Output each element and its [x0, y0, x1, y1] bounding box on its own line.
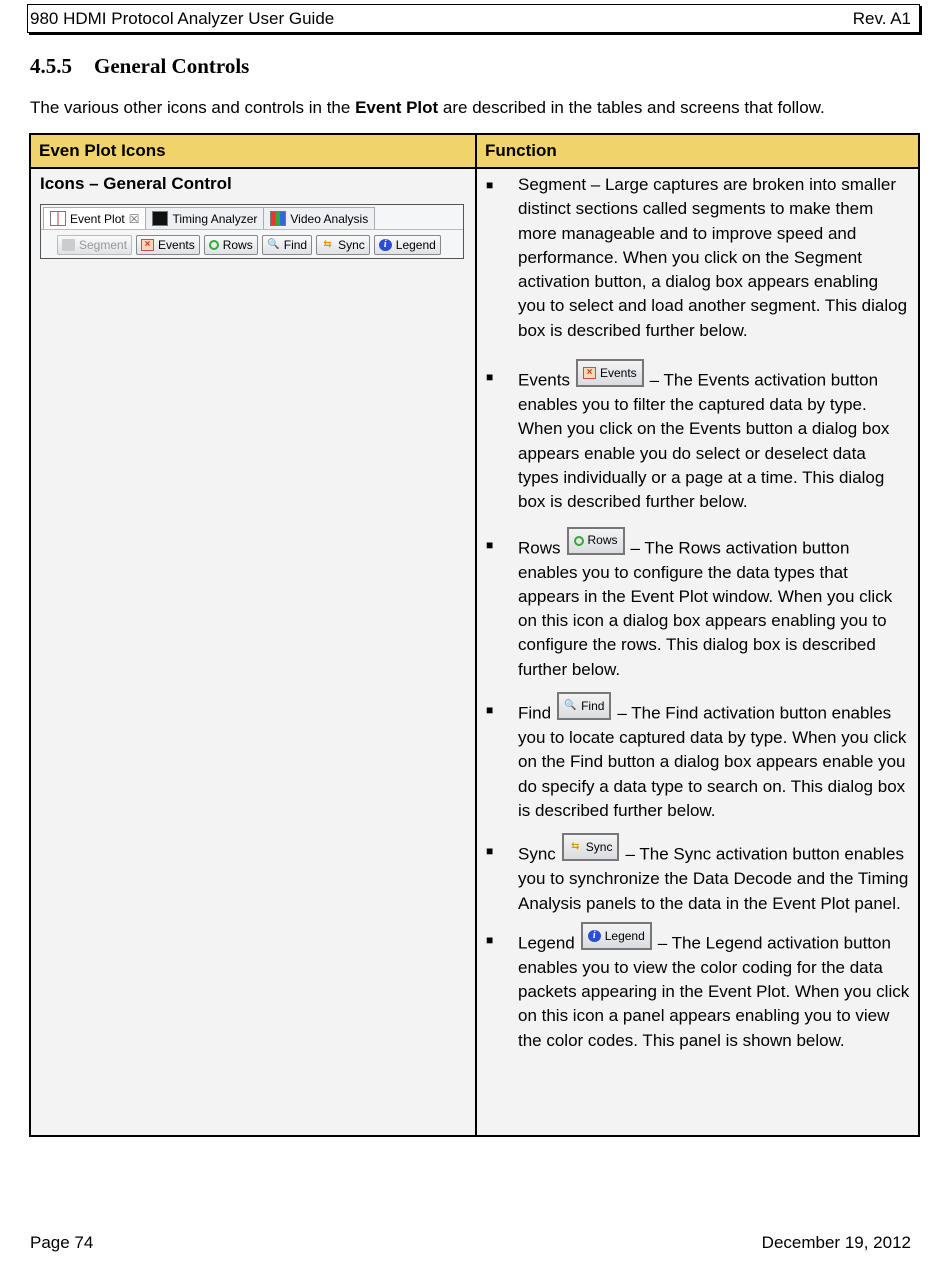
- list-item-find: [486, 698, 910, 823]
- button-label: Sync: [585, 840, 613, 855]
- list-item-segment: [486, 173, 910, 343]
- event-plot-icon: [50, 211, 66, 226]
- find-button[interactable]: [262, 235, 312, 255]
- bullet-icon: ■: [486, 932, 494, 947]
- legend-button-image: [581, 922, 652, 950]
- item-text: – The Sync activation button enables you to synchronize the Data Decode and the Timing Analysis panels to the data in the Event Plot panel.: [518, 844, 909, 913]
- sync-icon: ⇆: [571, 841, 580, 853]
- sync-button-image: [562, 833, 620, 861]
- item-name: Find: [518, 703, 552, 723]
- button-label: Events: [599, 365, 637, 380]
- rows-icon: [574, 536, 584, 546]
- info-icon: i: [588, 930, 601, 942]
- tab-label: Timing Analyzer: [172, 211, 258, 226]
- page-number: Page 74: [30, 1233, 94, 1252]
- document-title: 980 HDMI Protocol Analyzer User Guide: [30, 8, 335, 28]
- rows-icon: [209, 240, 219, 250]
- magnifier-icon: 🔍: [564, 700, 577, 712]
- item-name: Legend: [518, 933, 575, 953]
- document-date: December 19, 2012: [761, 1233, 911, 1252]
- magnifier-icon: 🔍: [267, 239, 280, 250]
- close-icon[interactable]: ☒: [128, 211, 140, 226]
- tab-timing-analyzer[interactable]: [145, 207, 264, 229]
- button-label: Sync: [338, 238, 365, 252]
- intro-paragraph: [30, 98, 825, 118]
- info-icon: i: [379, 239, 392, 251]
- item-text: Segment – Large captures are broken into smaller distinct sections called segments to make them more manageable and to improve speed and performance. When you click on the Segment activation button, a dialog box appears enabling you to select and load another segment. This dialog box is described further below.: [518, 175, 908, 340]
- events-button[interactable]: [136, 235, 200, 255]
- bullet-icon: ■: [486, 370, 494, 385]
- tab-video-analysis[interactable]: [263, 207, 375, 229]
- icons-cell-title: Icons – General Control: [40, 174, 232, 193]
- sync-icon: ⇆: [323, 239, 332, 250]
- button-label: Segment: [79, 238, 128, 252]
- item-name: Rows: [518, 538, 561, 558]
- button-label: Rows: [587, 533, 618, 548]
- tab-label: Video Analysis: [290, 211, 369, 226]
- item-name: Events: [518, 370, 570, 390]
- bullet-icon: ■: [486, 537, 494, 552]
- column-header-icons: Even Plot Icons: [30, 134, 476, 168]
- rows-button-image: [567, 527, 625, 555]
- section-number: 4.5.5: [30, 54, 72, 78]
- bullet-icon: ■: [486, 178, 494, 192]
- tab-strip: [41, 205, 463, 229]
- item-text: – The Legend activation button enables you to view the color coding for the data packets appearing in the Event Plot. When you click on this icon a panel appears enabling you to view the color codes. This panel is shown below.: [518, 933, 910, 1050]
- intro-bold-term: Event Plot: [355, 98, 439, 117]
- sync-button[interactable]: [316, 235, 370, 255]
- video-icon: [270, 211, 286, 226]
- item-text: – The Rows activation button enables you to configure the data types that appears in the Event Plot window. When you click on this icon a dialog box appears enabling you to configure the rows. This dialog box is described further below.: [518, 538, 893, 679]
- item-text: – The Events activation button enables you to filter the captured data by type. When you click on the Events button a dialog box appears enable you do select or deselect data types individually or a page at a time. This dialog box is described further below.: [518, 370, 890, 512]
- tab-label: Event Plot: [70, 211, 125, 226]
- toolbar-buttons: [41, 229, 463, 255]
- list-item-events: [486, 365, 910, 514]
- button-label: Legend: [604, 928, 645, 943]
- bullet-icon: ■: [486, 844, 494, 859]
- toolbar-screenshot: [40, 204, 464, 259]
- item-text: – The Find activation button enables you to locate captured data by type. When you click on the Find button a dialog box appears enable you do specify a data type to search on. This dialog box is described further below.: [518, 703, 907, 820]
- waveform-icon: [152, 211, 168, 226]
- item-name: Sync: [518, 844, 556, 864]
- list-item-rows: [486, 533, 910, 682]
- segment-button[interactable]: [57, 235, 132, 255]
- revision-label: Rev. A1: [852, 8, 911, 28]
- legend-button[interactable]: [374, 235, 441, 255]
- page-header: [27, 4, 920, 33]
- rows-button[interactable]: [204, 235, 258, 255]
- intro-text-end: are described in the tables and screens that follow.: [438, 98, 825, 117]
- button-label: Rows: [222, 238, 253, 252]
- controls-table: [29, 133, 920, 1137]
- icons-cell: [30, 168, 476, 1136]
- events-icon: ×: [583, 367, 596, 379]
- button-label: Find: [283, 238, 308, 252]
- bullet-icon: ■: [486, 703, 494, 718]
- events-button-image: [576, 359, 644, 387]
- list-item-sync: [486, 839, 910, 916]
- section-heading: [30, 54, 249, 79]
- button-label: Legend: [395, 238, 436, 252]
- tab-event-plot[interactable]: [43, 207, 146, 229]
- events-icon: ×: [141, 239, 154, 251]
- button-label: Events: [158, 238, 195, 252]
- column-header-function: Function: [476, 134, 919, 168]
- intro-text-start: The various other icons and controls in the: [30, 98, 356, 117]
- find-button-image: [557, 692, 611, 720]
- folder-icon: [62, 239, 75, 251]
- list-item-legend: [486, 928, 910, 1053]
- button-label: Find: [581, 698, 605, 713]
- function-cell: [476, 168, 919, 1136]
- section-title: General Controls: [94, 54, 250, 78]
